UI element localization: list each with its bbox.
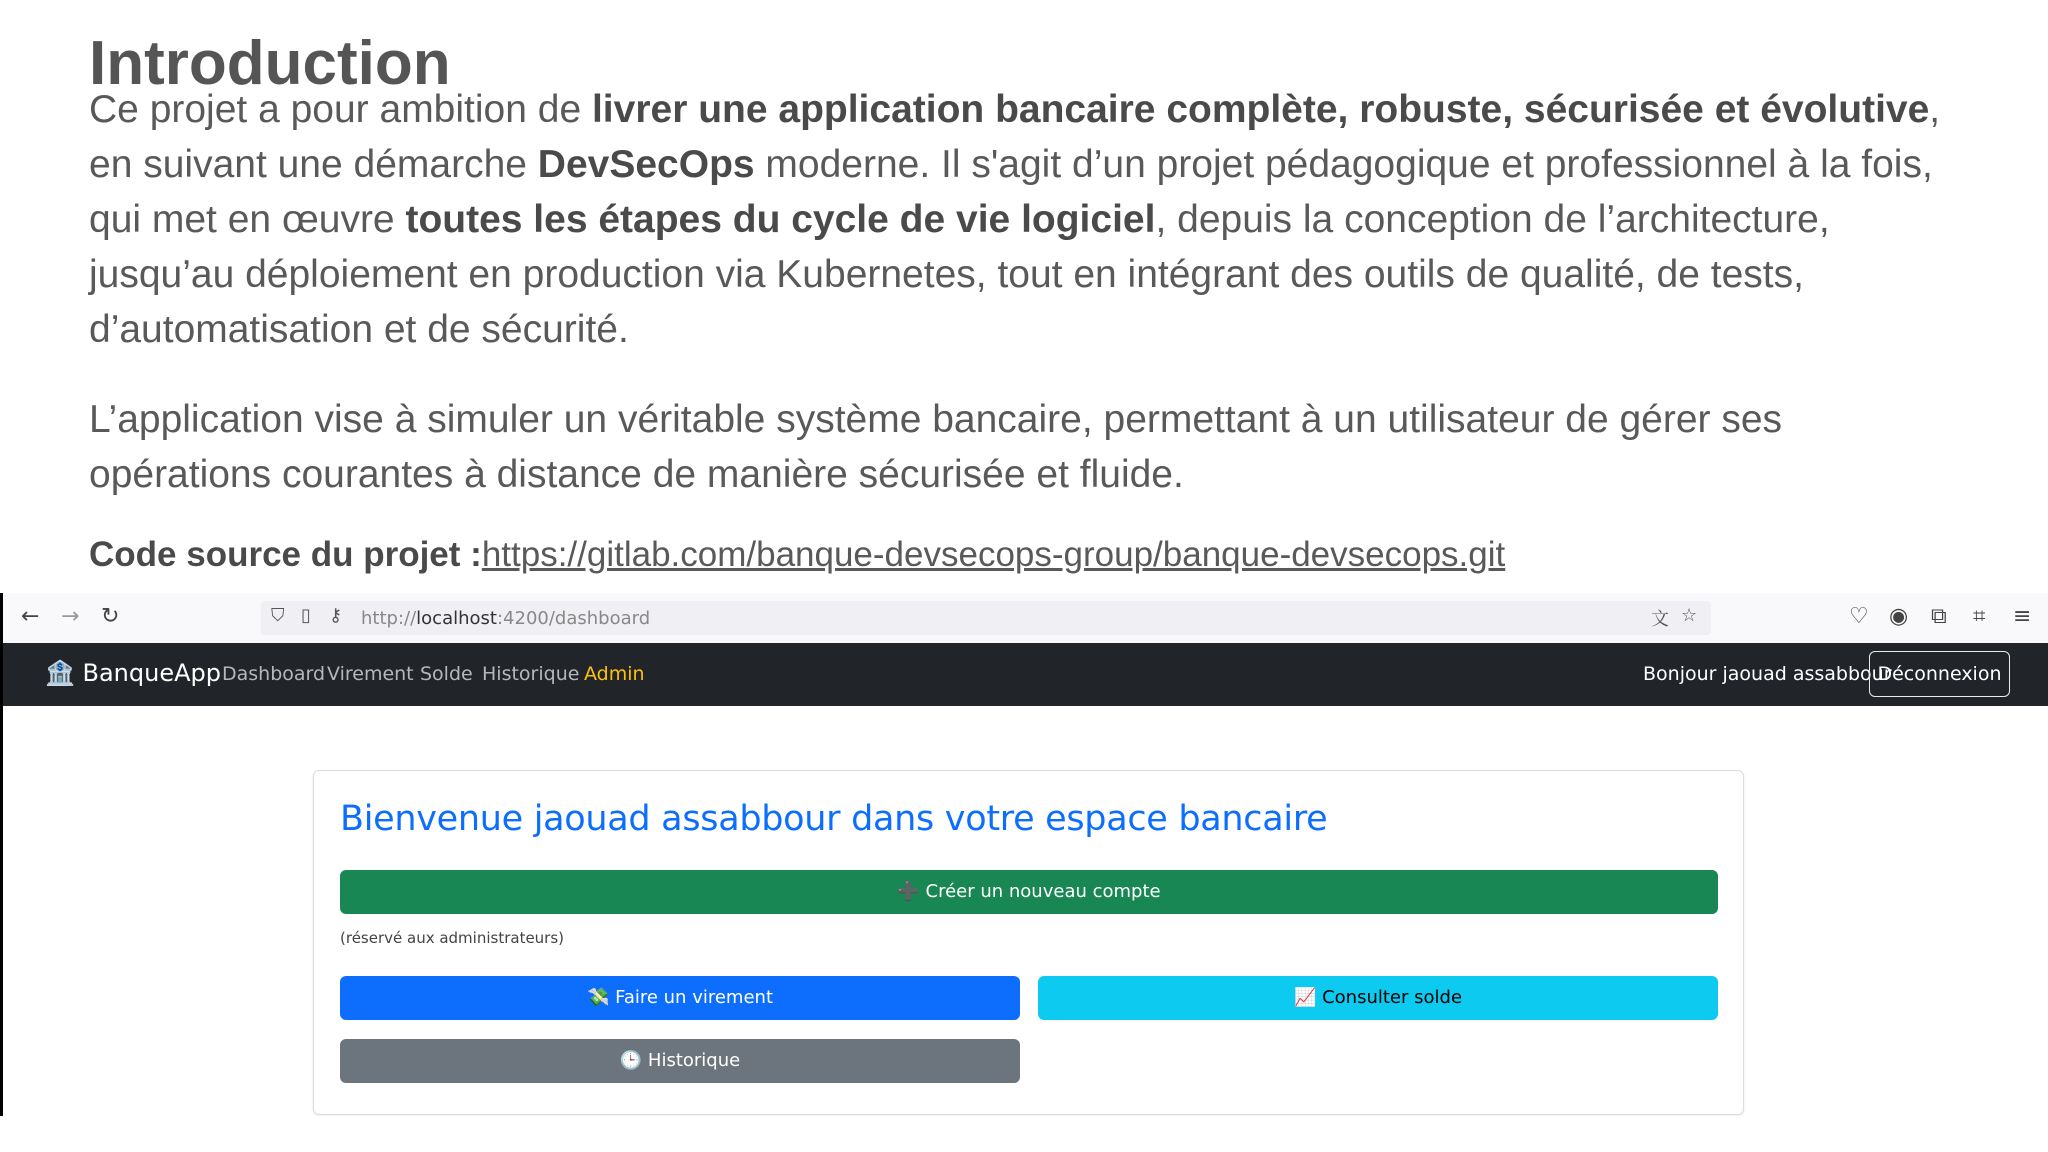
nav-admin[interactable]: Admin (584, 663, 645, 685)
back-arrow-icon[interactable]: ← (21, 604, 40, 629)
dashboard-card (313, 770, 1744, 1115)
crop-icon[interactable]: ⌗ (1973, 604, 1986, 629)
user-greeting: Bonjour jaouad assabbour (1643, 663, 1892, 685)
admin-only-note: (réservé aux administrateurs) (340, 929, 565, 947)
menu-icon[interactable]: ≡ (2013, 604, 2032, 629)
shield-icon[interactable]: ⛉ (271, 605, 285, 626)
nav-solde[interactable]: Solde (420, 663, 473, 685)
nav-historique[interactable]: Historique (482, 663, 580, 685)
intro-text-2: , en suivant une démarche (89, 88, 1941, 186)
intro-text-3: moderne. Il s'agit d’un projet pédagogique et professionnel à la fois, qui met en œuvre (89, 143, 1933, 241)
transfer-button[interactable]: 💸 Faire un virement (340, 976, 1020, 1020)
url-host: localhost (416, 608, 497, 629)
source-link[interactable]: https://gitlab.com/banque-devsecops-group/banque-devsecops.git (481, 535, 1506, 574)
intro-paragraph (89, 82, 1969, 357)
url-text[interactable] (361, 608, 650, 629)
intro-text-1: Ce projet a pour ambition de (89, 88, 592, 131)
slide-title: Introduction (89, 29, 451, 98)
logout-button[interactable]: Déconnexion (1869, 651, 2010, 697)
star-icon[interactable]: ☆ (1681, 605, 1698, 626)
history-button[interactable]: 🕒 Historique (340, 1039, 1020, 1083)
app-navbar (3, 643, 2048, 706)
pocket-icon[interactable]: ♡ (1849, 604, 1869, 629)
page-icon[interactable]: ▯ (301, 605, 311, 626)
intro-bold-3: toutes les étapes du cycle de vie logiciel (405, 198, 1156, 241)
intro-bold-1: livrer une application bancaire complète, robuste, sécurisée et évolutive (591, 88, 1930, 131)
url-prefix: http:// (361, 608, 417, 629)
browser-toolbar (3, 593, 2048, 644)
account-icon[interactable]: ◉ (1889, 604, 1909, 629)
intro-text-4: , depuis la conception de l’architecture, jusqu’au déploiement en production via Kubernetes, tout en intégrant des outils de qualité, de tests, d’automatisation et de sécurité. (89, 198, 1830, 351)
brand-logo[interactable]: 🏦 BanqueApp (45, 659, 221, 687)
forward-arrow-icon[interactable]: → (61, 604, 80, 629)
nav-dashboard[interactable]: Dashboard (222, 663, 326, 685)
intro-bold-2: DevSecOps (537, 143, 755, 186)
create-account-button[interactable]: ➕ Créer un nouveau compte (340, 870, 1718, 914)
url-path: :4200/dashboard (496, 608, 651, 629)
extensions-icon[interactable]: ⧉ (1931, 604, 1947, 629)
reload-icon[interactable]: ↻ (101, 604, 120, 629)
welcome-title: Bienvenue jaouad assabbour dans votre espace bancaire (340, 799, 1328, 839)
address-bar[interactable] (261, 601, 1711, 635)
app-screenshot (0, 593, 2048, 1116)
translate-icon[interactable]: 文 (1651, 609, 1669, 630)
nav-virement[interactable]: Virement (327, 663, 414, 685)
source-label: Code source du projet : (89, 535, 482, 574)
source-line (89, 535, 1505, 575)
key-icon[interactable]: ⚷ (329, 605, 343, 626)
balance-button[interactable]: 📈 Consulter solde (1038, 976, 1718, 1020)
purpose-paragraph: L’application vise à simuler un véritable système bancaire, permettant à un utilisateur de gérer ses opérations courantes à distance de manière sécurisée et fluide. (89, 398, 1783, 496)
